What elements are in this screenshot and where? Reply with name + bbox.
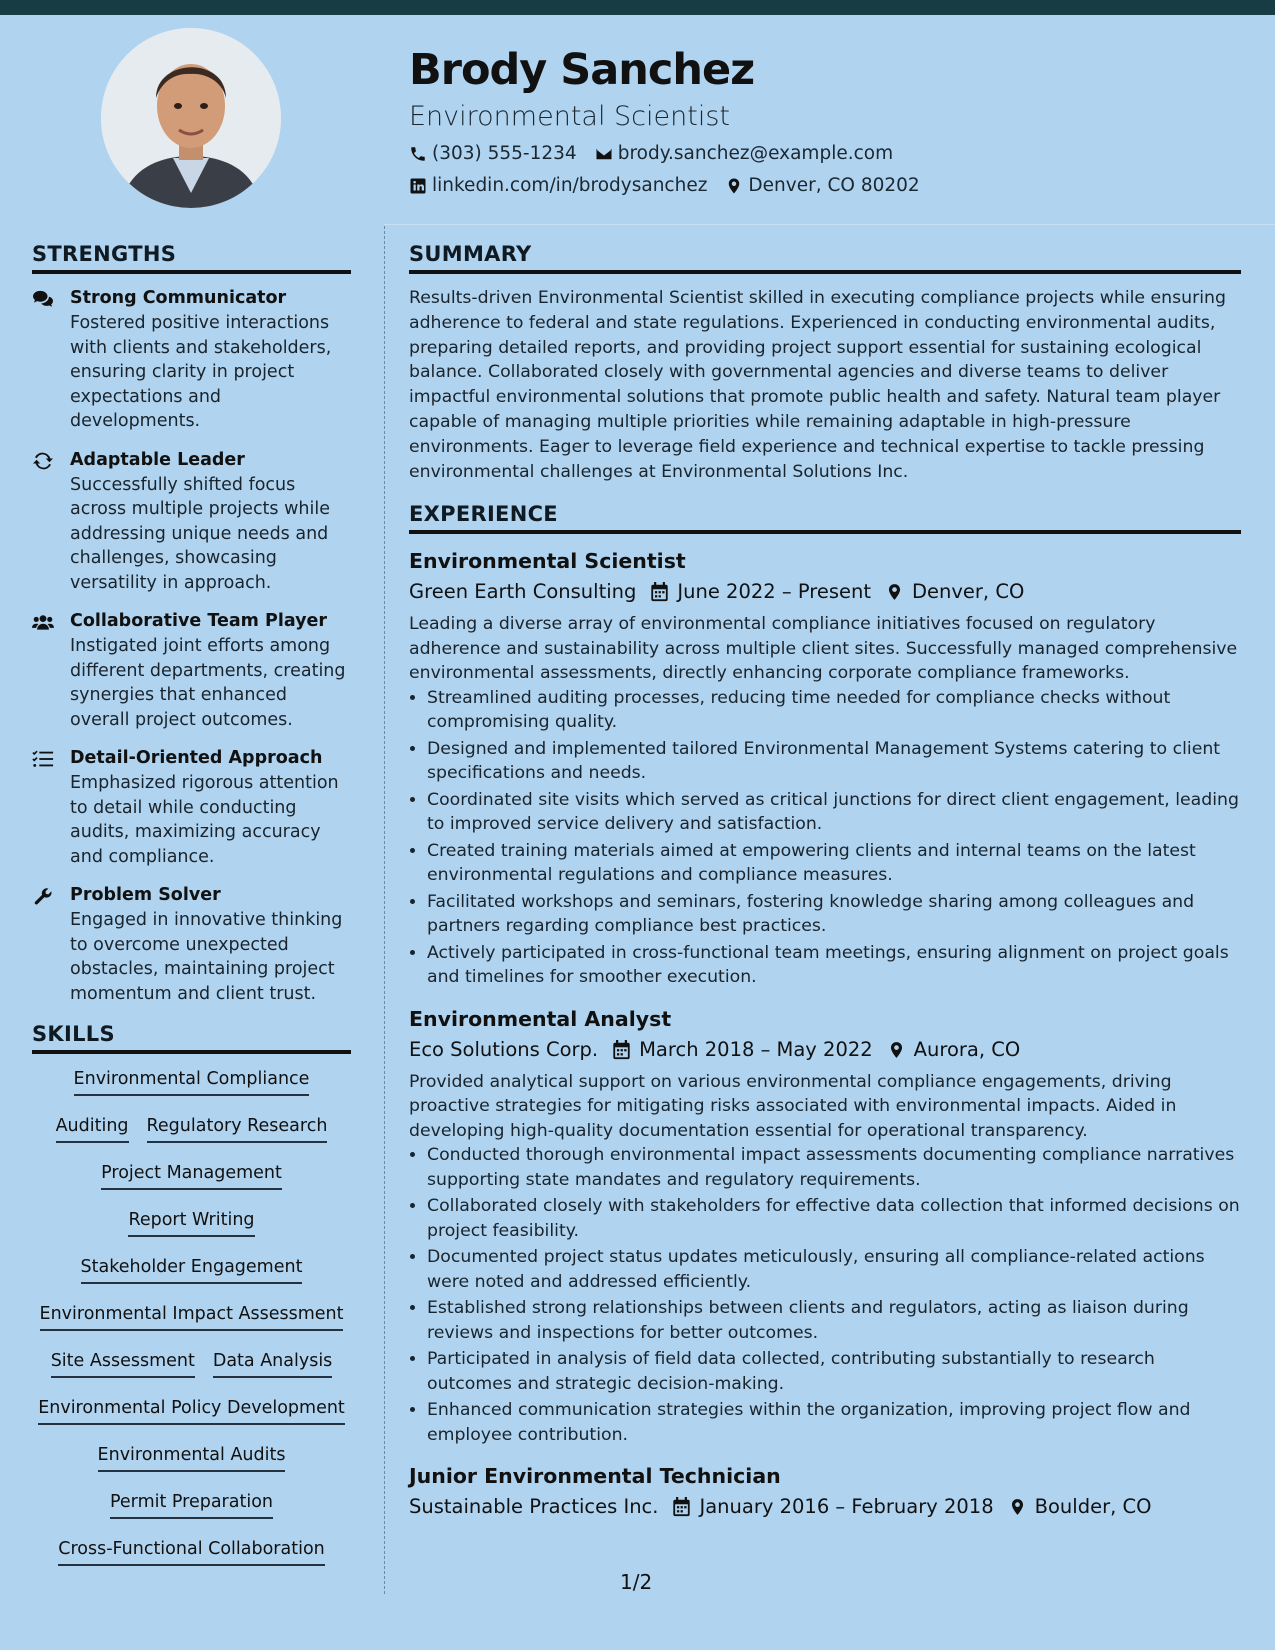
skill-tag: Auditing	[56, 1113, 129, 1143]
location-contact	[725, 170, 919, 202]
job-meta	[409, 576, 1241, 608]
strength-title: Problem Solver	[70, 885, 221, 905]
map-pin-icon	[1008, 1497, 1027, 1517]
resume-header	[409, 40, 1229, 202]
skill-tag: Cross-Functional Collaboration	[58, 1536, 325, 1566]
top-bar	[0, 0, 1275, 15]
skill-tag: Project Management	[101, 1160, 282, 1190]
bullet-item: • Documented project status updates meticulously, ensuring all compliance-related actions were noted and addressed efficiently.	[427, 1245, 1241, 1294]
strength-item	[32, 286, 351, 434]
job-meta	[409, 1491, 1241, 1523]
strength-item	[32, 883, 351, 1006]
skill-tag: Permit Preparation	[110, 1489, 273, 1519]
bullet-item: • Collaborated closely with stakeholders for effective data collection that informed decisions on project feasibility.	[427, 1194, 1241, 1243]
bullet-item: • Created training materials aimed at empowering clients and internal teams on the latest environmental regulations and compliance measures.	[427, 839, 1241, 888]
right-column	[409, 240, 1241, 1537]
envelope-icon	[595, 145, 613, 163]
bullet-item: • Streamlined auditing processes, reducing time needed for compliance checks without compromising quality.	[427, 686, 1241, 735]
strength-desc: Instigated joint efforts among different departments, creating synergies that enhanced overall project outcomes.	[70, 636, 346, 730]
job-dates: March 2018 – May 2022	[639, 1037, 873, 1061]
job-location: Boulder, CO	[1034, 1495, 1152, 1519]
email-contact	[595, 138, 893, 170]
linkedin-text[interactable]: linkedin.com/in/brodysanchez	[432, 175, 708, 196]
strength-title: Adaptable Leader	[70, 449, 245, 470]
phone-icon	[409, 145, 427, 163]
strength-title: Collaborative Team Player	[70, 611, 328, 631]
map-pin-icon	[887, 1040, 906, 1060]
company-name: Sustainable Practices Inc.	[409, 1495, 659, 1519]
candidate-title: Environmental Scientist	[409, 101, 730, 132]
phone-text[interactable]: (303) 555-1234	[432, 143, 577, 164]
calendar-icon	[650, 582, 669, 602]
candidate-name: Brody Sanchez	[409, 45, 755, 95]
job-dates: January 2016 – February 2018	[699, 1495, 994, 1519]
strength-desc: Fostered positive interactions with clients and stakeholders, ensuring clarity in project expectations and developments.	[70, 313, 332, 431]
job-location: Aurora, CO	[913, 1037, 1021, 1061]
bullet-item: • Established strong relationships between clients and regulators, acting as liaison during reviews and inspections for better outcomes.	[427, 1296, 1241, 1345]
calendar-icon	[672, 1497, 691, 1517]
summary-text: Results-driven Environmental Scientist skilled in executing compliance projects while ensuring adherence to federal and state regulations. Experienced in conducting environmental audits, preparing detailed reports, and providing project support essential for sustaining ecological balance. Collaborated closely with governmental agencies and diverse teams to deliver impactful environmental solutions that promote public health and safety. Natural team player capable of managing multiple priorities while remaining adaptable in high-pressure environments. Eager to leverage field experience and technical expertise to tackle pressing environmental challenges at Environmental Solutions Inc.	[409, 288, 1226, 482]
bullet-item: • Actively participated in cross-functional team meetings, ensuring alignment on project goals and timelines for smoother execution.	[427, 941, 1241, 990]
job-bullets	[409, 1143, 1241, 1447]
skills-list	[32, 1066, 351, 1583]
wrench-icon	[32, 886, 54, 906]
job-entry	[409, 1004, 1241, 1448]
phone-contact	[409, 138, 577, 170]
job-description: Provided analytical support on various environmental compliance engagements, driving proactive strategies for mitigating risks associated with environmental impacts. Aided in developing high-quality documentation essential for operational transparency.	[409, 1071, 1177, 1141]
strengths-heading: STRENGTHS	[32, 240, 351, 274]
contact-row-2	[409, 170, 1229, 202]
skills-heading: SKILLS	[32, 1020, 351, 1054]
bullet-item: • Participated in analysis of field data collected, contributing substantially to research outcomes and strategic decision-making.	[427, 1347, 1241, 1396]
strength-item	[32, 448, 351, 596]
bullet-item: • Enhanced communication strategies within the organization, improving project flow and employee contribution.	[427, 1398, 1241, 1447]
job-entry	[409, 546, 1241, 990]
column-divider	[384, 226, 385, 1594]
page-number: 1/2	[620, 1570, 653, 1594]
map-pin-icon	[725, 177, 743, 195]
job-title: Junior Environmental Technician	[409, 1464, 781, 1489]
job-bullets	[409, 686, 1241, 990]
strength-item	[32, 609, 351, 732]
profile-photo	[101, 28, 281, 208]
strength-title: Strong Communicator	[70, 288, 287, 308]
company-name: Eco Solutions Corp.	[409, 1037, 599, 1061]
skill-tag: Stakeholder Engagement	[81, 1254, 303, 1284]
strength-desc: Engaged in innovative thinking to overcome unexpected obstacles, maintaining project momentum and client trust.	[70, 910, 343, 1004]
comments-icon	[32, 289, 54, 309]
strength-title: Detail-Oriented Approach	[70, 748, 323, 768]
summary-heading: SUMMARY	[409, 240, 1241, 274]
job-title: Environmental Analyst	[409, 1006, 672, 1031]
company-name: Green Earth Consulting	[409, 580, 637, 604]
contact-row-1	[409, 138, 1229, 170]
linkedin-icon	[409, 177, 427, 195]
skill-tag: Environmental Impact Assessment	[40, 1301, 344, 1331]
map-pin-icon	[885, 582, 904, 602]
calendar-icon	[612, 1040, 631, 1060]
skill-tag: Report Writing	[128, 1207, 254, 1237]
bullet-item: • Facilitated workshops and seminars, fostering knowledge sharing among colleagues and partners regarding compliance best practices.	[427, 890, 1241, 939]
skill-tag: Site Assessment	[51, 1348, 195, 1378]
job-meta	[409, 1034, 1241, 1066]
location-text: Denver, CO 80202	[748, 175, 920, 196]
email-text[interactable]: brody.sanchez@example.com	[617, 143, 894, 164]
linkedin-contact	[409, 170, 707, 202]
skill-tag: Data Analysis	[213, 1348, 332, 1378]
job-description: Leading a diverse array of environmental compliance initiatives focused on regulatory adherence and sustainability across multiple client sites. Successfully managed comprehensive environmental assessments, directly enhancing corporate compliance frameworks.	[409, 614, 1238, 684]
skill-tag: Regulatory Research	[147, 1113, 328, 1143]
bullet-item: • Coordinated site visits which served as critical junctions for direct client engagement, leading to improved service delivery and satisfaction.	[427, 788, 1241, 837]
strength-item	[32, 746, 351, 869]
users-icon	[32, 612, 54, 632]
skill-tag: Environmental Compliance	[74, 1066, 310, 1096]
experience-heading: EXPERIENCE	[409, 500, 1241, 534]
job-title: Environmental Scientist	[409, 549, 686, 574]
skill-tag: Environmental Audits	[98, 1442, 286, 1472]
job-entry	[409, 1461, 1241, 1523]
portrait-image	[101, 28, 281, 208]
strength-desc: Emphasized rigorous attention to detail while conducting audits, maximizing accuracy and compliance.	[70, 773, 339, 867]
job-dates: June 2022 – Present	[677, 580, 871, 604]
skill-tag: Environmental Policy Development	[38, 1395, 345, 1425]
checklist-icon	[32, 749, 54, 769]
bullet-item: • Designed and implemented tailored Environmental Management Systems catering to client specifications and needs.	[427, 737, 1241, 786]
job-location: Denver, CO	[912, 580, 1025, 604]
left-column	[32, 240, 351, 1583]
strength-desc: Successfully shifted focus across multiple projects while addressing unique needs and challenges, showcasing versatility in approach.	[70, 474, 330, 593]
header-divider	[384, 224, 1275, 225]
sync-icon	[32, 451, 54, 471]
bullet-item: • Conducted thorough environmental impact assessments documenting compliance narratives supporting state mandates and regulatory requirements.	[427, 1143, 1241, 1192]
